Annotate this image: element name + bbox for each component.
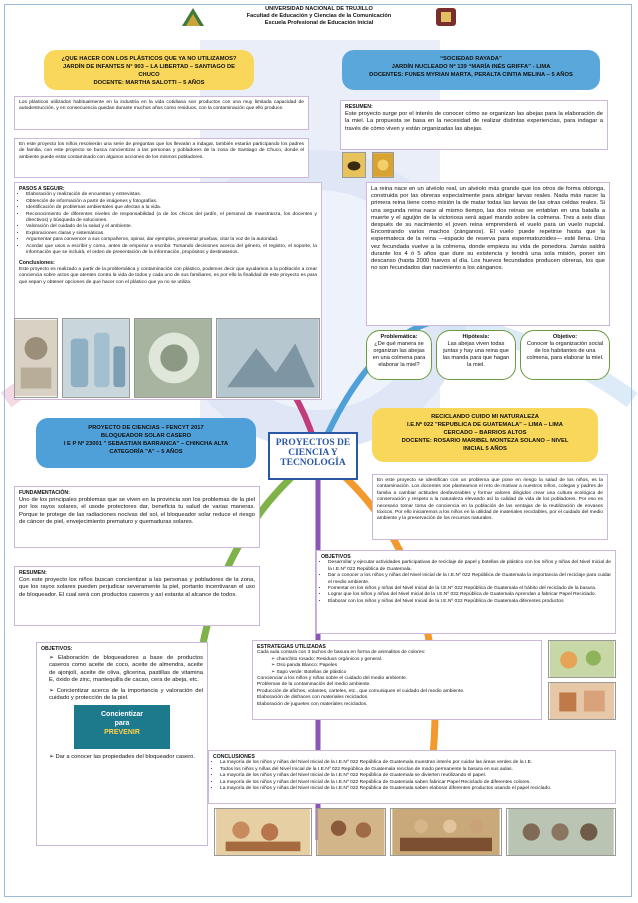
- list-item: • Identificación de problemas ambientales que afectan a la vida.: [26, 205, 317, 211]
- project4-objectives: [316, 550, 616, 634]
- list-item: Elaboración de juguetes con materiales reciclados.: [257, 701, 368, 707]
- project2-body: [366, 182, 610, 326]
- school-name: Escuela Profesional de Educación Inicial: [264, 20, 374, 26]
- project4-intro-text: En este proyecto se identifican con un problema que pone en riesgo la salud de los niños, es la contaminación. Los docentes nos planteamos el reto de motivar a nuestros niños, colegas y padres de familia a cambiar actitudes desfavorables y formar valores dirigidos crear una cultura ecológica de conservación y respeto a la naturaleza elevando así la calidad de vida de los pobladores. Por eso es necesario tomar toma de conciencia en la población de las ventajas de la reutilización de envases tóxicos. Por ello iniciaremos a los niños en la utilidad de materiales reciclables, por el cuidado del medio ambiente y la preservación de los recursos naturales.: [377, 478, 603, 522]
- classroom-photo-4: [506, 808, 616, 856]
- strategy-bin-3: Sapo verde: Botellas de plástico: [276, 669, 347, 675]
- center-title-line3: TECNOLOGÍA: [280, 458, 346, 468]
- center-title-line2: CIENCIA Y: [288, 448, 338, 458]
- project2-problem: [366, 330, 432, 380]
- project4-conclusions-list: [213, 760, 611, 792]
- list-item: • La mayoría de los niños y niñas del Nivel Inicial de la I.E.Nº 022 República de Guatemala saben elaborar diferentes productos usando el papel reciclado.: [220, 786, 611, 792]
- list-item: • Todos los niños y niñas del Nivel Inicial de la I.E.Nº 022 República de Guatemala reciclan de modo permanente la basura en sus aulas.: [220, 767, 611, 773]
- classroom-photo-1: [214, 808, 312, 856]
- bee-photo: [342, 152, 366, 178]
- list-item: ➢ Sapo verde: Botellas de plástico: [271, 669, 347, 675]
- classroom-photo-2: [316, 808, 386, 856]
- project1-school: JARDÍN DE INFANTES N° 903 – LA LIBERTAD – SANTIAGO DE CHUCO: [62, 64, 236, 78]
- university-name: UNIVERSIDAD NACIONAL DE TRUJILLO: [265, 6, 373, 12]
- project1-steps-title: PASOS A SEGUIR:: [19, 186, 65, 192]
- project1-intro-text: Los plásticos utilizados habitualmente en la industria en la vida cotidiana son productos con una muy limitada capacidad de autodestrucción, y en consecuencia quedan durante muchos años como residuos, con la contaminación que ello produce.: [19, 100, 304, 112]
- project2-hypothesis: [436, 330, 516, 380]
- plastic-photo-2: [62, 318, 130, 398]
- list-item: • Acordar que usos a escribir y como, antes de empezar a escribir. Tomando decisiones acerca del género, el registro, el soporte, la información que se incluirá, el orden de presentación de la información, propósitos y destinatarios.: [26, 244, 317, 257]
- project3-objective-2: Concientizar acerca de la importancia y valoración del cuidado y protección de la piel.: [49, 688, 204, 702]
- project4-teacher: DOCENTE: ROSARIO MARIBEL MONTEZA SOLANO – NIVEL: [401, 438, 569, 444]
- recycling-photo-2: [548, 682, 616, 720]
- list-item: ➢ chanchito rosado: Residuos orgánicos y general.: [271, 656, 383, 662]
- list-item: • Exploraciones claras y sistemáticas.: [26, 231, 317, 237]
- project1-intro2-text: En este proyecto los niños resolverán una serie de preguntas que los llevarán a indagar, también estarán participando los padres de familia, con este proyecto se busca concientizar a las personas y pobladores de la zona de Santiago de Chuco, donde el ambiente puede estar contaminado con algunos acciones de los mismos pobladores.: [19, 142, 304, 160]
- list-item: Concienciar a los niños y niñas sobre el cuidado del medio ambiente.: [257, 676, 408, 682]
- list-item: • La mayoría de los niños y niñas del Nivel Inicial de la I.E.Nº 022 República de Guatemala se divierten reutilizando el papel.: [220, 773, 611, 779]
- project2-objective-title: Objetivo:: [552, 334, 578, 340]
- project4-intro: [372, 474, 608, 540]
- project4-strategies-intro: Cada aula contará con 3 tachos de basura en forma de animalitos de colores:: [257, 650, 426, 656]
- project4-level: INICIAL 5 AÑOS: [463, 446, 507, 452]
- list-item: ➢ Dar a conocer las propiedades del bloqueador casero.: [49, 754, 196, 761]
- list-item: ➢ Concientizar acerca de la importancia y valoración del cuidado y protección de la piel.: [49, 688, 204, 702]
- project3-title: BLOQUEADOR SOLAR CASERO: [100, 433, 192, 439]
- plastic-photo-1: [14, 318, 58, 398]
- project3-objectives: [36, 642, 208, 846]
- poster-line-3: PREVENIR: [104, 729, 140, 737]
- project1-intro: [14, 96, 309, 130]
- project1-teacher: DOCENTE: MARTHA SALOTTI – 5 AÑOS: [93, 80, 205, 86]
- center-title: [268, 432, 358, 480]
- project3-banner: [36, 418, 256, 468]
- strategy-bin-1: chanchito rosado: Residuos orgánicos y general.: [276, 656, 383, 662]
- list-item: ➢ Oso panda Blanco: Papeles: [271, 663, 338, 669]
- project4-conclusions: [208, 750, 616, 804]
- project4-objectives-list: [321, 560, 611, 605]
- list-item: • La mayoría de los niños y niñas del Nivel Inicial de la I.E.Nº 022 República de Guatemala saben fabricar Papel Reciclado de diferentes colores.: [220, 780, 611, 786]
- project4-banner: [372, 408, 598, 462]
- project3-fair: PROYECTO DE CIENCIAS – FENCYT 2017: [88, 425, 204, 431]
- list-item: Problemas de la contaminación del medio ambiente.: [257, 682, 371, 688]
- project2-hypothesis-title: Hipótesis:: [462, 334, 490, 340]
- project4-district: CERCADO – BARRIOS ALTOS: [443, 430, 527, 436]
- project1-intro2: [14, 138, 309, 178]
- project3-objective-3: Dar a conocer las propiedades del bloqueador casero.: [55, 754, 196, 761]
- project3-summary: [14, 566, 260, 626]
- list-item: • Argumentar para convencer a sus compañeros, opinar, dar ejemplos, presentar pruebas, citar la voz de la autoridad.: [26, 237, 317, 243]
- project3-objective-1: Elaboración de bloqueadores a base de productos caseros como aceite de coco, aceite de almendra, aceite de ajonjolí, aceite de oliva, glicerina, pastillas de vitamina E, óxido de zinc, mantequilla de cacao, cera de abeja, etc.: [49, 655, 204, 683]
- project3-summary-title: RESUMEN:: [19, 570, 47, 576]
- project4-strategies-title: ESTRATEGIAS UTILIZADAS: [257, 644, 326, 650]
- project1-conclusion-title: Conclusiones:: [19, 260, 55, 267]
- project2-summary-text: Este proyecto surge por el interés de conocer cómo se organizan las abejas para la elaboración de la miel. La propuesta se basa en la necesidad de realizar distintas experiencias, para indagar a través de cómo viven y están organizadas las abejas.: [345, 111, 603, 132]
- list-item: • Elaborar con los niños y niñas del Nivel Inicial de la I.E.Nº 022 República de Guatemala diferentes productos: [328, 599, 611, 605]
- list-item: Producción de afiches, volantes, carteles, etc., que comuniquen el cuidado del medio ambiente.: [257, 688, 465, 694]
- project1-title: ¿QUE HACER CON LOS PLÁSTICOS QUE YA NO UTILIZAMOS?: [61, 56, 237, 62]
- project3-category: CATEGORÍA "A" – 5 AÑOS: [109, 449, 183, 455]
- project2-hypothesis-text: Las abejas viven todas juntas y hay una reina que las manda para que hagan la miel.: [442, 341, 510, 368]
- project2-summary: [340, 100, 608, 150]
- project3-basis-text: Uno de los principales problemas que se viven en la provincia son los problemas de la piel por los rayos solares, el usode protectores dar, beneficia tu salud de varias maneras. Porque te protege de las radiaciones nocivas del sol, el bloqueador solar reduce el riesgo de cáncer de piel, envejecimiento prematuro y quemaduras solares.: [19, 497, 255, 525]
- plastic-photo-3: [134, 318, 212, 398]
- classroom-photo-3: [390, 808, 502, 856]
- list-item: Elaboración de disfraces con materiales reciclados.: [257, 695, 369, 701]
- project2-objective-text: Conocer la organización social de los habitantes de una colmena, para elaborar la miel.: [526, 341, 604, 361]
- prevention-poster: [74, 705, 170, 749]
- project2-problem-text: ¿De qué manera se organizan las abejas en una colmena para elaborar la miel?: [372, 341, 426, 368]
- project4-school: I.E.Nº 022 "REPUBLICA DE GUATEMALA" – LIMA – LIMA: [407, 422, 563, 428]
- project2-objective: [520, 330, 610, 380]
- project1-conclusion-text: Este proyecto es realizado a partir de la problemática y contaminación con plástico, podemos decir que ayudamos a la población a crear conciencia sobre actos que atenten contra la vida de todos y cada uno de sus familiares, es por ello la finalidad de este proyecto es para que sepan y obtener opciones de que hacer con el plástico que ya no se utiliza.: [19, 266, 317, 285]
- project2-title: “SOCIEDAD RAYADA”: [440, 56, 502, 62]
- project3-school: I E P Nº 23001 " SEBASTIAN BARRANCA" – CHINCHA ALTA: [63, 441, 229, 447]
- strategy-bin-2: Oso panda Blanco: Papeles: [276, 663, 338, 669]
- project2-banner: [342, 50, 600, 90]
- list-item: • Elaboración y realización de encuestas y entrevistas.: [26, 192, 317, 198]
- list-item: • Obtención de información a partir de imágenes y fotografías.: [26, 199, 317, 205]
- faculty-crest-icon: [433, 6, 459, 28]
- project3-summary-text: Con este proyecto los niños buscan concientizar a las personas y pobladores de la zona, que los rayos solares pueden perjudicar severamente la piel, portanto incentivaran el uso de bloqueador. El cual será con productos caseros y así estarás al alcance de todos.: [19, 577, 255, 598]
- project4-title: RECICLANDO CUIDO MI NATURALEZA: [431, 414, 539, 420]
- list-item: • Fomentar en los niños y niñas del Nivel Inicial de la I.E.Nº 022 República de Guatemala el hábito del reciclado de la basura.: [328, 586, 611, 592]
- list-item: • Lograr que los niños y niñas del Nivel Inicial de la I.E.Nº 022 República de Guatemala Aprendan a fabricar Papel Reciclado.: [328, 592, 611, 598]
- recycling-photo-1: [548, 640, 616, 678]
- project3-basis: [14, 486, 260, 548]
- project1-banner: [44, 50, 254, 90]
- project3-objectives-title: OBJETIVOS:: [41, 646, 73, 652]
- project4-conclusions-title: CONCLUSIONES: [213, 754, 255, 760]
- project2-school: JARDÍN NUCLEADO Nº 139 “MARÍA INÉS GRIFFA” - LIMA: [391, 64, 551, 70]
- list-item: • La mayoría de los niños y niñas del Nivel Inicial de la I.E.Nº 022 República de Guatemala muestran interés por cuidar las áreas verdes de la I.E.: [220, 760, 611, 766]
- project4-objectives-title: OBJETIVOS: [321, 554, 351, 560]
- faculty-name: Facultad de Educación y Ciencias de la Comunicación: [246, 13, 392, 19]
- center-title-line1: PROYECTOS DE: [275, 438, 351, 448]
- project2-problem-title: Problemática:: [380, 334, 418, 340]
- project1-steps-list: [19, 192, 317, 256]
- list-item: • Reconocimiento de diferentes niveles de responsabilidad (a de los chicos del jardín, el personal de maestranza, los docentes y directivos) y búsqueda de soluciones.: [26, 212, 317, 225]
- project4-strategies: [252, 640, 542, 720]
- list-item: ➢ Elaboración de bloqueadores a base de productos caseros como aceite de coco, aceite de almendra, aceite de ajonjolí, aceite de oliva, glicerina, pastillas de vitamina E, óxido de zinc, mantequilla de cacao, cera de abeja, etc.: [49, 655, 204, 683]
- list-item: • Desarrollar y ejecutar actividades participativas de reciclaje de papel y botellas de plástico con los niños y niñas del Nivel Inicial de la I.E.Nº 022 República de Guatemala.: [328, 560, 611, 573]
- project2-teacher: DOCENTES: FUNES MYRIAN MARTA, PERALTA CINTIA MELINA – 5 AÑOS: [369, 72, 573, 78]
- page-header: [200, 6, 438, 27]
- poster-line-2: para: [114, 720, 130, 728]
- list-item: • Valoración del cuidado de la salud y el ambiente.: [26, 224, 317, 230]
- plastic-photo-4: [216, 318, 320, 398]
- project3-basis-title: FUNDAMENTACIÓN:: [19, 490, 70, 496]
- list-item: • Dar a conocer a los niños y niñas del Nivel inicial de la I.E.Nº 022 República de Guatemala la importancia del reciclaje para cuidar el medio ambiente.: [328, 573, 611, 586]
- poster-line-1: Concientizar: [100, 711, 143, 719]
- project2-body-text: La reina nace en un alvéolo real, un alvéolo más grande que los otros de forma oblonga, construida por las obreras especialmente para abrigar larvas reales. Nada más nacer la primera reina tiene como misión la de matar todas las larvas de las otras celdas reales. Si una segunda reina nace al mismo tiempo, las dos reinas se entablan en una batalla a muerte y el aguijón de la victoriosa será aquel mando sobre la colmena. Tres a seis días después de su nacimiento el joven reina emprenderá el vuelo para un vuelo nupcial. Encontrando varios machos (zánganos). El vuelo puede repetirse hasta que la espermateca de la reina —espacio de reserva para espermatozoides— esté llena. Una vez fecundada vuelve a la colmena, donde empieza su vida de ponedora. Jamás saldrá durante los 4 ó 5 años que dure su existencia y tendrá una sola misión, poner sin descanso (hasta 2000 huevos al día. Los huevos fecundados producen obreras, los que no son fecundados dan nacimiento a los zánganos.: [371, 186, 605, 272]
- honeycomb-photo: [372, 152, 394, 178]
- project2-summary-title: RESUMEN:: [345, 104, 373, 110]
